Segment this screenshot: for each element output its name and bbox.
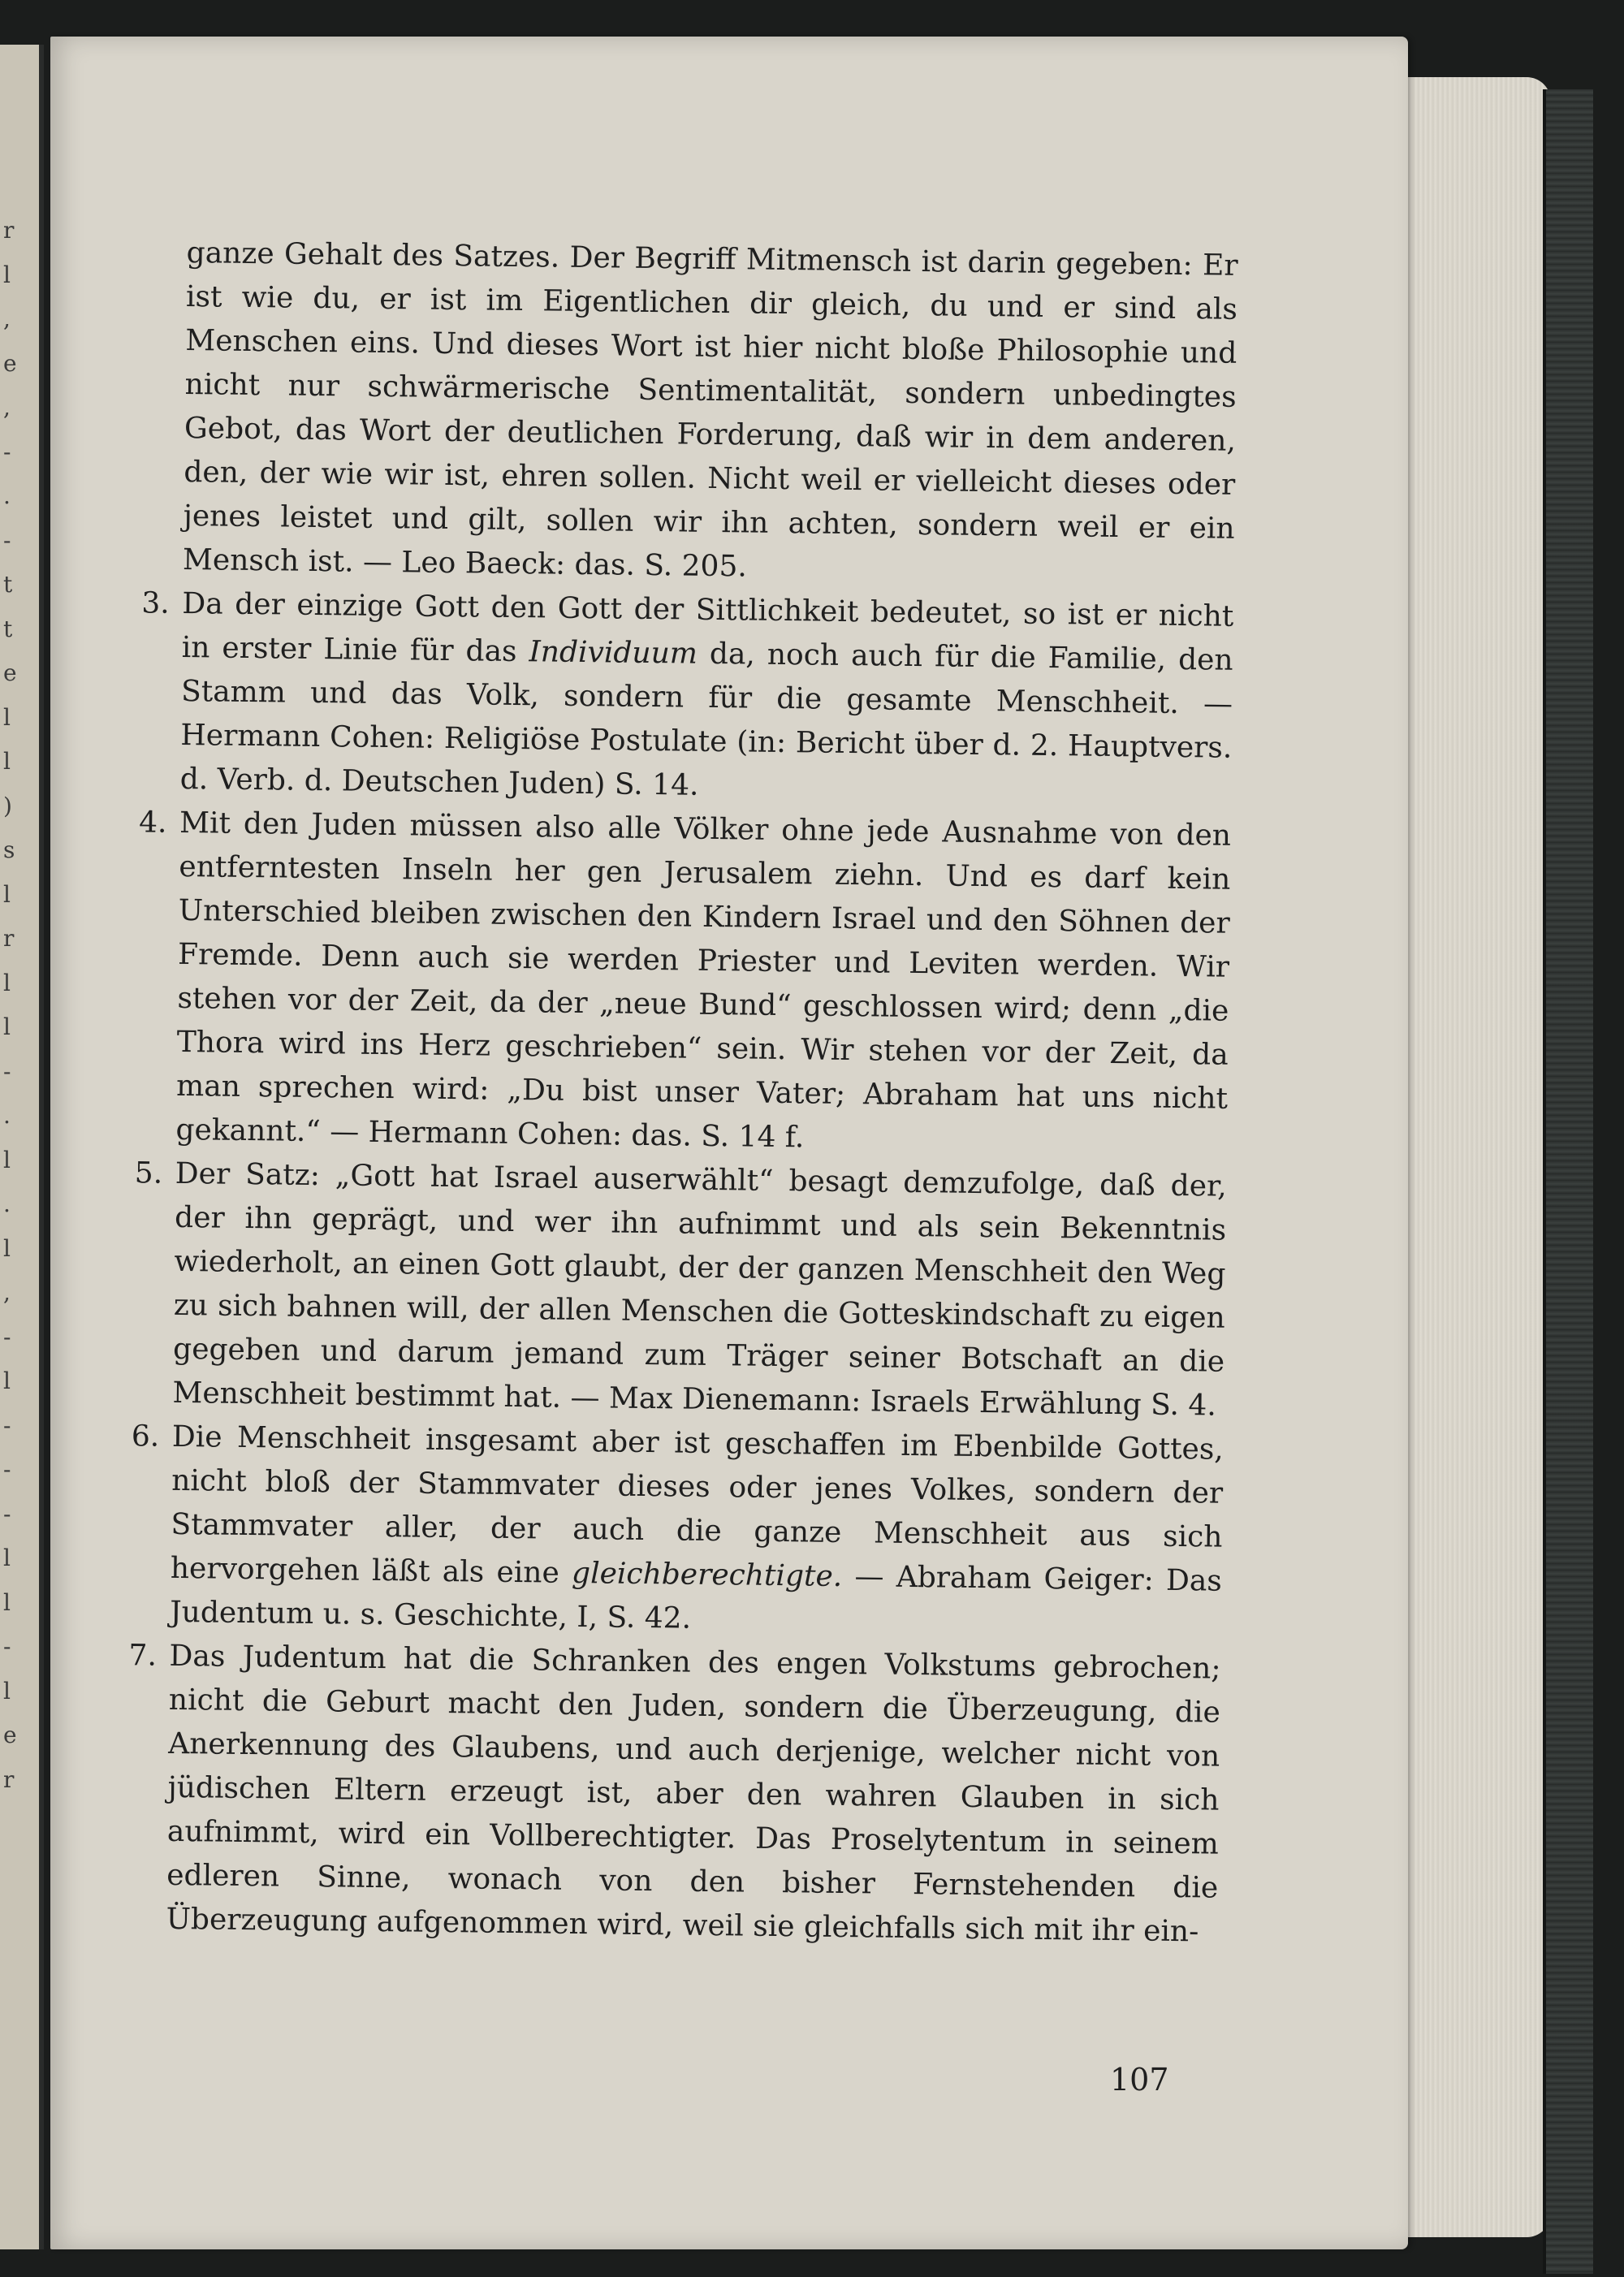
- left-page-fragment: l: [3, 1545, 11, 1571]
- footnote-text: Der Satz: „Gott hat Israel auserwählt“ besagt demzufolge, daß der, der ihn geprägt, und wer ihn aufnimmt und als sein Bekenntnis wiederholt, an einen Gott glaubt, der der ganzen Menschheit den Weg zu sich bahnen will, der allen Menschen die Gotteskindschaft zu eigen gegeben und darum jemand zum Träger seiner Botschaft an die Menschheit bestimmt hat. — Max Dienemann: Israels Erwählung S. 4.: [172, 1156, 1227, 1423]
- footnote-4: [138, 801, 1232, 1165]
- page-text: [128, 231, 1238, 1955]
- footnote-number: 3.: [141, 586, 171, 620]
- footnote-text-after: — Abraham Geiger: Das Judentum u. s. Geschichte, I, S. 42.: [169, 1559, 1223, 1635]
- left-page-fragment: .: [3, 482, 11, 509]
- footnote-text: Mit den Juden müssen also alle Völker ohne jede Ausnahme von den entferntesten Inseln her gen Jerusalem ziehn. Und es darf kein Unterschied bleiben zwischen den Kindern Israel und den Söhnen der Fremde. Denn auch sie werden Priester und Leviten werden. Wir stehen vor der Zeit, da der „neue Bund“ geschlossen wird; denn „die Thora wird ins Herz geschrieben“ sein. Wir stehen vor der Zeit, da man sprechen wird: „Du bist unser Vater; Abraham hat uns nicht gekannt.“ — Hermann Cohen: das. S. 14 f.: [175, 806, 1232, 1155]
- footnote-text-after: da, noch auch für die Familie, den Stamm und das Volk, sondern für die gesamte Menschheit. — Hermann Cohen: Religiöse Postulate (in: Bericht über d. 2. Hauptvers. d. Verb. d. Deutschen Juden) S. 14.: [179, 637, 1233, 802]
- left-page-fragment: r: [3, 925, 15, 952]
- left-page-fragment: l: [3, 1677, 11, 1705]
- left-page-fragment: .: [3, 1102, 11, 1129]
- left-page-fragment: ,: [3, 394, 11, 421]
- footnote-3: [141, 582, 1234, 814]
- page-number: 107: [1110, 2062, 1169, 2098]
- left-page-fragment: -: [3, 1633, 11, 1660]
- left-page-fragment: r: [3, 1765, 15, 1793]
- left-page-fragment: l: [3, 880, 11, 908]
- footnote-text: Die Menschheit insgesamt aber ist geschaffen im Ebenbilde Gottes, nicht bloß der Stammvater dieses oder jenes Volkes, sondern der Stammvater aller, der auch die ganze Menschheit aus sich hervorgehen läßt als eine: [170, 1419, 1224, 1590]
- left-page-fragment: -: [3, 1411, 11, 1439]
- left-page-fragment: r: [3, 217, 15, 244]
- left-page-fragment: l: [3, 1588, 11, 1616]
- footnote-emphasis: gleichberechtigte.: [571, 1556, 843, 1593]
- left-page-fragment: ,: [3, 305, 11, 332]
- footnote-6: [131, 1415, 1224, 1648]
- footnote-text: Da der einzige Gott den Gott der Sittlichkeit bedeutet, so ist er nicht in erster Linie für das: [181, 586, 1234, 669]
- left-page-fragment: -: [3, 1500, 11, 1527]
- left-page-fragment: s: [3, 836, 15, 863]
- left-page-fragment: -: [3, 438, 11, 465]
- left-page-fragment: -: [3, 1456, 11, 1483]
- footnote-5: [134, 1152, 1227, 1428]
- footnote-text: Das Judentum hat die Schranken des engen Volkstums gebrochen; nicht die Geburt macht den Juden, sondern die Überzeugung, die Anerkennung des Glaubens, und auch derjenige, welcher nicht von jüdischen Eltern erzeugt ist, aber den wahren Glauben in sich aufnimmt, wird ein Vollberechtigter. Das Proselytentum in seinem edleren Sinne, wonach von den bisher Fernstehenden die Überzeugung aufgenommen wird, weil sie gleichfalls sich mit ihr ein-: [166, 1639, 1221, 1949]
- right-page: [50, 37, 1408, 2249]
- left-page-fragment: t: [3, 615, 13, 642]
- left-page-edge: [0, 45, 44, 2249]
- left-page-fragment: -: [3, 526, 11, 554]
- left-page-fragment: l: [3, 1146, 11, 1173]
- left-page-fragment: .: [3, 1190, 11, 1217]
- left-page-fragment: l: [3, 703, 11, 731]
- left-page-fragment: ,: [3, 1279, 11, 1306]
- footnote-emphasis: Individuum: [529, 635, 698, 671]
- left-page-fragment: l: [3, 1367, 11, 1394]
- footnote-number: 7.: [128, 1639, 158, 1673]
- left-page-fragment: l: [3, 748, 11, 775]
- left-page-fragment: e: [3, 349, 17, 377]
- left-page-fragment: l: [3, 261, 11, 288]
- left-page-fragment: ): [3, 792, 12, 819]
- book-cover-edge: [1543, 89, 1593, 2274]
- left-page-fragment: e: [3, 659, 17, 686]
- left-page-fragment: l: [3, 1234, 11, 1262]
- continued-paragraph: ganze Gehalt des Satzes. Der Begriff Mitmensch ist darin gegeben: Er ist wie du, er ist im Eigentlichen dir gleich, du und er sind als Menschen eins. Und dieses Wort ist hier nicht bloße Philosophie und nicht nur schwärmerische Sentimentalität, sondern unbedingtes Gebot, das Wort der deutlichen Forderung, daß wir in dem anderen, den, der wie wir ist, ehren sollen. Nicht weil er vielleicht dieses oder jenes leistet und gilt, sollen wir ihn achten, sondern weil er ein Mensch ist. — Leo Baeck: das. S. 205.: [182, 235, 1238, 584]
- page-edges-stack: [1397, 77, 1551, 2237]
- left-page-fragment: -: [3, 1057, 11, 1085]
- left-page-fragment: l: [3, 1013, 11, 1040]
- left-page-fragment: l: [3, 969, 11, 996]
- footnote-7: [128, 1635, 1221, 1955]
- left-page-fragment: -: [3, 1323, 11, 1350]
- left-page-fragment: t: [3, 571, 13, 598]
- footnote-number: 4.: [138, 806, 167, 840]
- left-page-fragment: e: [3, 1722, 17, 1748]
- footnote-number: 5.: [134, 1156, 163, 1190]
- footnote-number: 6.: [131, 1419, 160, 1454]
